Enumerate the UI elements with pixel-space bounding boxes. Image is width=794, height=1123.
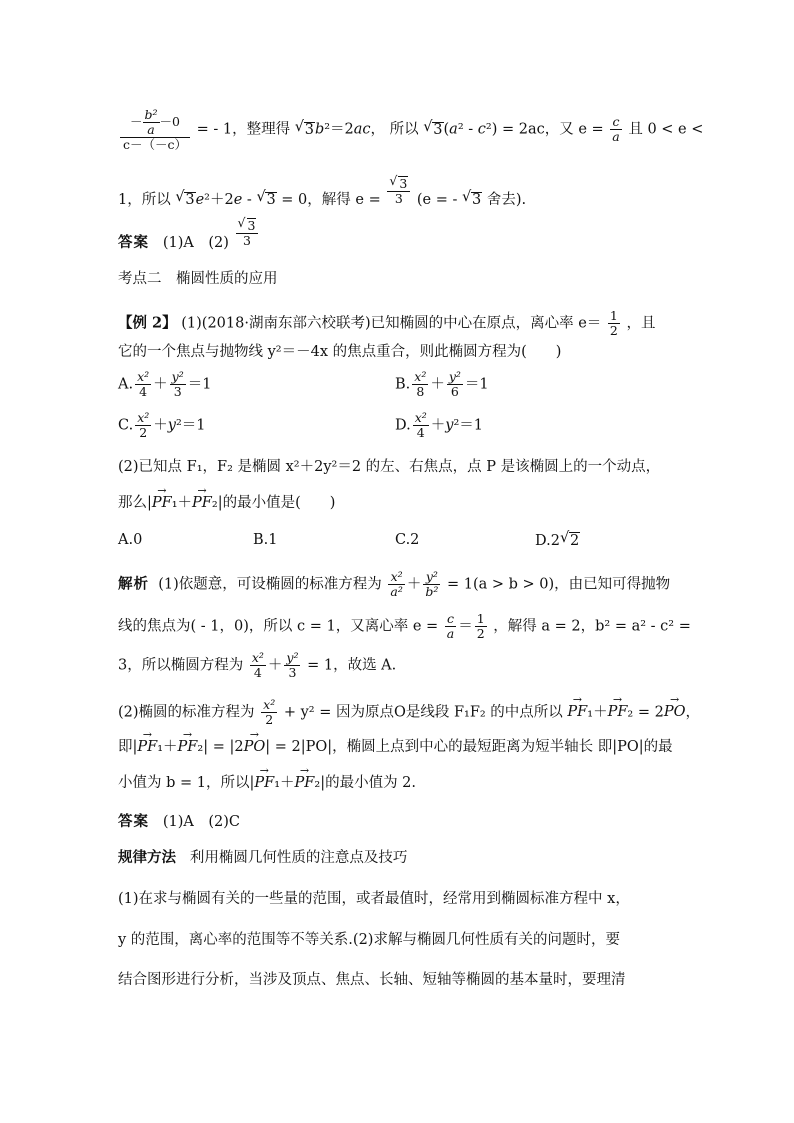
option-text: D.2 [535,533,560,549]
q2-option-c: C.2 [395,532,420,548]
text-segment: ，解得 a = 2，b² = a² - c² = [493,618,691,635]
text-segment: (1)A (2)C [162,814,240,830]
answer-line-2 [118,815,240,830]
text-segment: (1)依题意，可设椭圆的标准方程为 [158,576,382,593]
text-segment: (1)(2018·湖南东部六校联考)已知椭圆的中心在原点，离心率 e＝ [181,315,602,332]
paragraph-line-1: (1)在求与椭圆有关的一些量的范围，或者最值时，经常用到椭圆标准方程中 x， [118,891,630,907]
text-segment: 舍去). [486,192,527,208]
q2-option-a: A.0 [118,532,143,548]
text-segment: 线的焦点为( - 1，0)，所以 c = 1，又离心率 e = [118,618,439,635]
solution-line-2: 线的焦点为( - 1，0)，所以 c = 1，又离心率 e = $\frac{c}{a}$ ＝ $\frac{1}{2}$ ，解得 a = 2，b² = a² - c² = [118,611,691,641]
paragraph-line-2: y 的范围，离心率的范围等不等关系.(2)求解与椭圆几何性质有关的问题时，要 [118,932,620,948]
option-a: A. $\frac{\text{x²}}{4}$ ＋ $\frac{\text{y²}}{3}$ ＝1 [118,369,212,399]
text-segment: (2)椭圆的标准方程为 [118,704,255,721]
answer-line-1: 答案 (1)A (2) √ 3 3 [118,236,260,251]
text-segment: |的最小值是( ) [217,495,336,511]
text-segment: = - 1，整理得 [196,121,291,138]
text-segment: 且 0 < e < [628,121,704,138]
method-label: 规律方法 [118,849,176,866]
text-segment: = 1(a > b > 0)，由已知可得抛物 [446,576,671,593]
solution-label: 解析 [118,575,149,593]
section-heading: 考点二 椭圆性质的应用 [118,271,278,287]
option-letter: B. [395,376,411,393]
q2-option-d: D.2 √ 2 [535,530,580,549]
text-segment: | = 2|PO|，椭圆上点到中心的最短距离为短半轴长 即|PO|的最 [265,739,673,755]
example-tag: 【例 2】 [118,314,177,332]
text-segment: 1，所以 [118,192,171,208]
derivation-line-2: 1，所以 √ 3e²＋2e - √ 3 = 0，解得 e = √ 3 3 (e = - √ 3 舍去). [118,173,527,208]
question-2-line-1: (2)已知点 F₁，F₂ 是椭圆 x²＋2y²＝2 的左、右焦点，点 P 是该椭圆上的一个动点， [118,459,661,475]
method-title: 利用椭圆几何性质的注意点及技巧 [189,850,408,866]
text-segment: (e = - [416,192,458,208]
text-segment: 3，所以椭圆方程为 [118,657,244,674]
text-segment: = 2ac，又 e = [501,121,604,138]
solution-line-3: 3，所以椭圆方程为 $\frac{\text{x²}}{4}$ ＋ $\frac{\text{y²}}{3}$ = 1，故选 A. [118,650,397,680]
option-c: C. $\frac{\text{x²}}{2}$ ＋y²＝1 [118,410,206,440]
option-b: B. $\frac{\text{x²}}{8}$ ＋ $\frac{\text{y²}}{6}$ ＝1 [395,369,489,399]
answer-label: 答案 [118,813,149,830]
text-segment: |的最小值为 2. [320,775,417,791]
example-2-line-1: 【例 2】 (1)(2018·湖南东部六校联考)已知椭圆的中心在原点，离心率 e＝ $\frac{1}{2}$ ，且 [118,308,656,338]
text-segment: 即 [118,739,133,755]
text-segment: ，且 [626,315,656,332]
slope-fraction: － $\frac{\text{b²}}{a}$ －0 c－（－c） [120,108,190,151]
answer-label: 答案 [118,234,149,251]
text-segment: (1)A (2) [162,235,229,251]
text-segment: 那么| [118,495,152,511]
text-segment: 所以 [389,121,419,138]
method-heading [118,851,407,866]
text-segment: = 2 [637,704,664,721]
solution-line-5: 即|PF →₁＋PF →₂| = |2PO →| = 2|PO|，椭圆上点到中心的最短距离为短半轴长 即|PO|的最 [118,740,673,755]
text-segment: + y² = 因为原点O是线段 F₁F₂ 的中点所以 [283,704,563,721]
text-segment: | = |2 [203,739,244,755]
solution-line-4: (2)椭圆的标准方程为 $\frac{\text{x²}}{2}$ + y² = 因为原点O是线段 F₁F₂ 的中点所以 PF →₁＋PF →₂ = 2PO →， [118,698,700,727]
example-2-line-2: 它的一个焦点与抛物线 y²＝－4x 的焦点重合，则此椭圆方程为( ) [118,344,562,360]
option-letter: D. [395,417,411,434]
solution-line-1: 解析 (1)依题意，可设椭圆的标准方程为 $\frac{\text{x²}}{\text{a²}}$ ＋ $\frac{\text{y²}}{\text{b²}}$ = 1(a > b > 0)，由已知可得抛物 [118,569,671,599]
option-d: D. $\frac{\text{x²}}{4}$ ＋y²＝1 [395,410,484,440]
text-segment: = 0，解得 e = [281,192,381,208]
q2-option-b: B.1 [253,532,278,548]
option-letter: A. [118,376,134,393]
paragraph-line-3: 结合图形进行分析，当涉及顶点、焦点、长轴、短轴等椭圆的基本量时，要理清 [118,972,626,988]
text-segment: 小值为 b = 1，所以| [118,775,255,791]
solution-line-6: 小值为 b = 1，所以|PF →₁＋PF →₂|的最小值为 2. [118,776,416,791]
derivation-line-1: － $\frac{\text{b²}}{a}$ －0 c－（－c） = - 1，整理得 √ 3b²＝2ac， 所以 √ 3(a² - c²) = 2ac，又 e = $\frac{c}{a}$ 且 0 < e < [118,108,703,151]
option-letter: C. [118,417,134,434]
text-segment: = 1，故选 A. [307,657,397,674]
question-2-line-2: 那么|PF →₁＋PF →₂|的最小值是( ) [118,496,335,511]
text-segment: ， [685,704,700,721]
